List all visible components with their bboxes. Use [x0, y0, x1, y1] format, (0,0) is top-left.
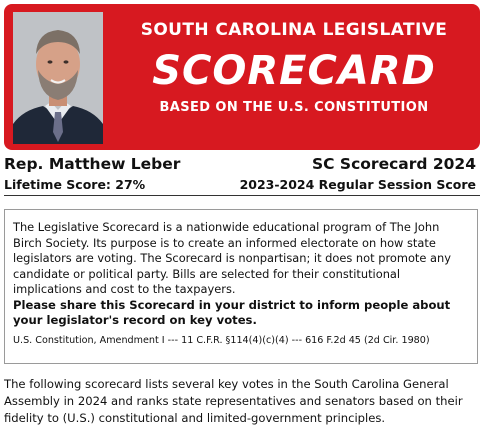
- intro-paragraph: The Legislative Scorecard is a nationwide educational program of The John Birch Society. Its purpose is to create an informed electorate on how state legislators are voting. The Scorecard is nonpartisan; it does not promote any candidate or political party. Bills are selected for their constitutional implications and cost to the taxpayers.: [13, 220, 451, 296]
- lifetime-score: Lifetime Score: 27%: [4, 177, 146, 192]
- banner-state-title: SOUTH CAROLINA LEGISLATIVE: [140, 20, 448, 40]
- banner-scorecard-title: SCORECARD: [152, 48, 436, 94]
- banner-subtitle: BASED ON THE U.S. CONSTITUTION: [159, 100, 429, 115]
- session-score-label: 2023-2024 Regular Session Score: [239, 177, 476, 192]
- legislator-name: Rep. Matthew Leber: [4, 155, 181, 173]
- legislator-photo: [13, 12, 103, 144]
- scorecard-description: The following scorecard lists several key votes in the South Carolina General Assembly in 2024 and ranks state representatives and senators based on their fidelity to (U.S.) constitutional and limited-government principles.: [4, 377, 463, 425]
- portrait-illustration: [13, 12, 103, 144]
- intro-box: [4, 209, 478, 364]
- call-to-action: Please share this Scorecard in your district to inform people about your legislator's record on key votes.: [13, 297, 451, 327]
- banner-heading: [114, 4, 474, 150]
- scorecard-title: SC Scorecard 2024: [311, 155, 476, 173]
- legal-citation: U.S. Constitution, Amendment I --- 11 C.F.R. §114(4)(c)(4) --- 616 F.2d 45 (2d Cir. 1980): [13, 334, 430, 346]
- header-divider: [4, 195, 480, 196]
- scorecard-banner: [4, 4, 480, 150]
